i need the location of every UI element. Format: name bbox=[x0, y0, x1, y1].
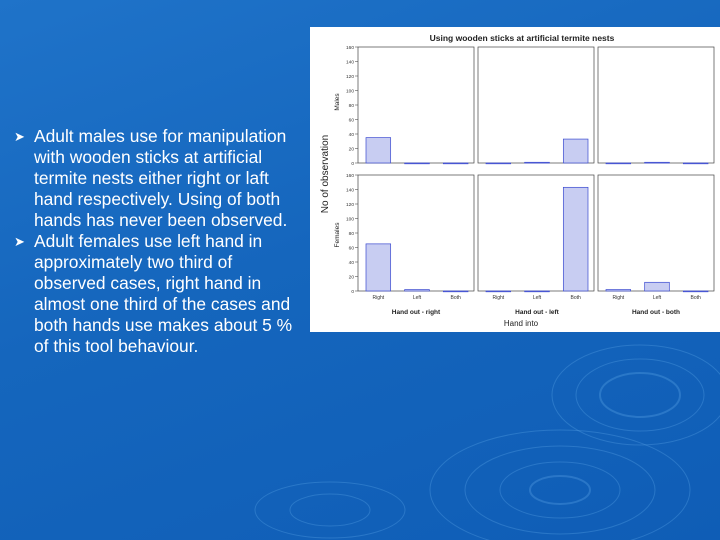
bar bbox=[525, 162, 550, 163]
bar bbox=[683, 163, 708, 164]
x-tick-label: Right bbox=[492, 295, 505, 301]
arrow-bullet-icon: ➤ bbox=[14, 129, 25, 144]
bullet-list bbox=[14, 126, 304, 357]
y-tick-label: 60 bbox=[348, 246, 354, 252]
bar bbox=[366, 138, 391, 163]
y-tick-label: 0 bbox=[351, 290, 354, 295]
bar bbox=[645, 162, 670, 163]
y-tick-label: 20 bbox=[348, 275, 354, 281]
y-tick-label: 80 bbox=[348, 104, 354, 109]
y-tick-label: 120 bbox=[345, 203, 354, 208]
facet-title: Hand out - both bbox=[631, 309, 681, 316]
chart-title: Using wooden sticks at artificial termite nests bbox=[429, 33, 615, 43]
y-tick-label: 120 bbox=[345, 75, 354, 80]
bar bbox=[645, 282, 670, 291]
bar bbox=[606, 163, 631, 164]
bar bbox=[366, 244, 391, 291]
bullet-text: Adult females use left hand in approximately two third of observed cases, right hand in almost one third of the cases and both hands use makes about 5 % of this tool behaviour. bbox=[34, 231, 293, 356]
x-tick-label: Left bbox=[412, 295, 422, 301]
x-tick-label: Both bbox=[450, 295, 461, 301]
arrow-bullet-icon: ➤ bbox=[14, 234, 25, 249]
bar bbox=[443, 291, 468, 292]
x-tick-label: Both bbox=[570, 295, 581, 301]
bar-chart bbox=[310, 27, 720, 332]
y-axis-label: No of observation bbox=[320, 134, 331, 214]
bullet-item bbox=[14, 231, 304, 357]
chart-figure bbox=[310, 27, 720, 332]
x-axis-label: Hand into bbox=[503, 319, 539, 328]
bar bbox=[405, 290, 430, 291]
y-tick-label: 80 bbox=[348, 232, 354, 237]
y-tick-label: 160 bbox=[345, 46, 354, 51]
x-tick-label: Left bbox=[652, 295, 662, 301]
y-tick-label: 40 bbox=[348, 261, 354, 266]
y-tick-label: 140 bbox=[345, 60, 354, 66]
facet-title: Hand out - right bbox=[391, 309, 441, 316]
facet-panel-frame bbox=[598, 47, 714, 163]
y-tick-label: 100 bbox=[345, 217, 354, 223]
bar bbox=[563, 139, 588, 163]
bar bbox=[405, 163, 430, 164]
y-tick-label: 0 bbox=[351, 162, 354, 167]
y-tick-label: 100 bbox=[345, 89, 354, 95]
facet-title: Hand out - left bbox=[515, 309, 559, 316]
x-tick-label: Right bbox=[372, 295, 385, 301]
x-tick-label: Both bbox=[690, 295, 701, 301]
bullet-item bbox=[14, 126, 304, 231]
facet-panel-frame bbox=[598, 175, 714, 291]
y-tick-label: 140 bbox=[345, 188, 354, 194]
bar bbox=[443, 163, 468, 164]
bar bbox=[525, 291, 550, 292]
x-tick-label: Right bbox=[612, 295, 625, 301]
bar bbox=[486, 291, 511, 292]
y-tick-label: 60 bbox=[348, 118, 354, 124]
bullet-text: Adult males use for manipulation with wooden sticks at artificial termite nests either right or laft hand respectively. Using of both hands has never been observed. bbox=[34, 126, 288, 230]
y-tick-label: 20 bbox=[348, 147, 354, 153]
bar bbox=[563, 187, 588, 291]
y-tick-label: 40 bbox=[348, 133, 354, 138]
bar bbox=[683, 291, 708, 292]
bar bbox=[606, 290, 631, 291]
row-label-females: Females bbox=[334, 222, 341, 248]
row-label-males: Males bbox=[334, 93, 341, 111]
x-tick-label: Left bbox=[532, 295, 542, 301]
y-tick-label: 160 bbox=[345, 174, 354, 179]
bar bbox=[486, 163, 511, 164]
